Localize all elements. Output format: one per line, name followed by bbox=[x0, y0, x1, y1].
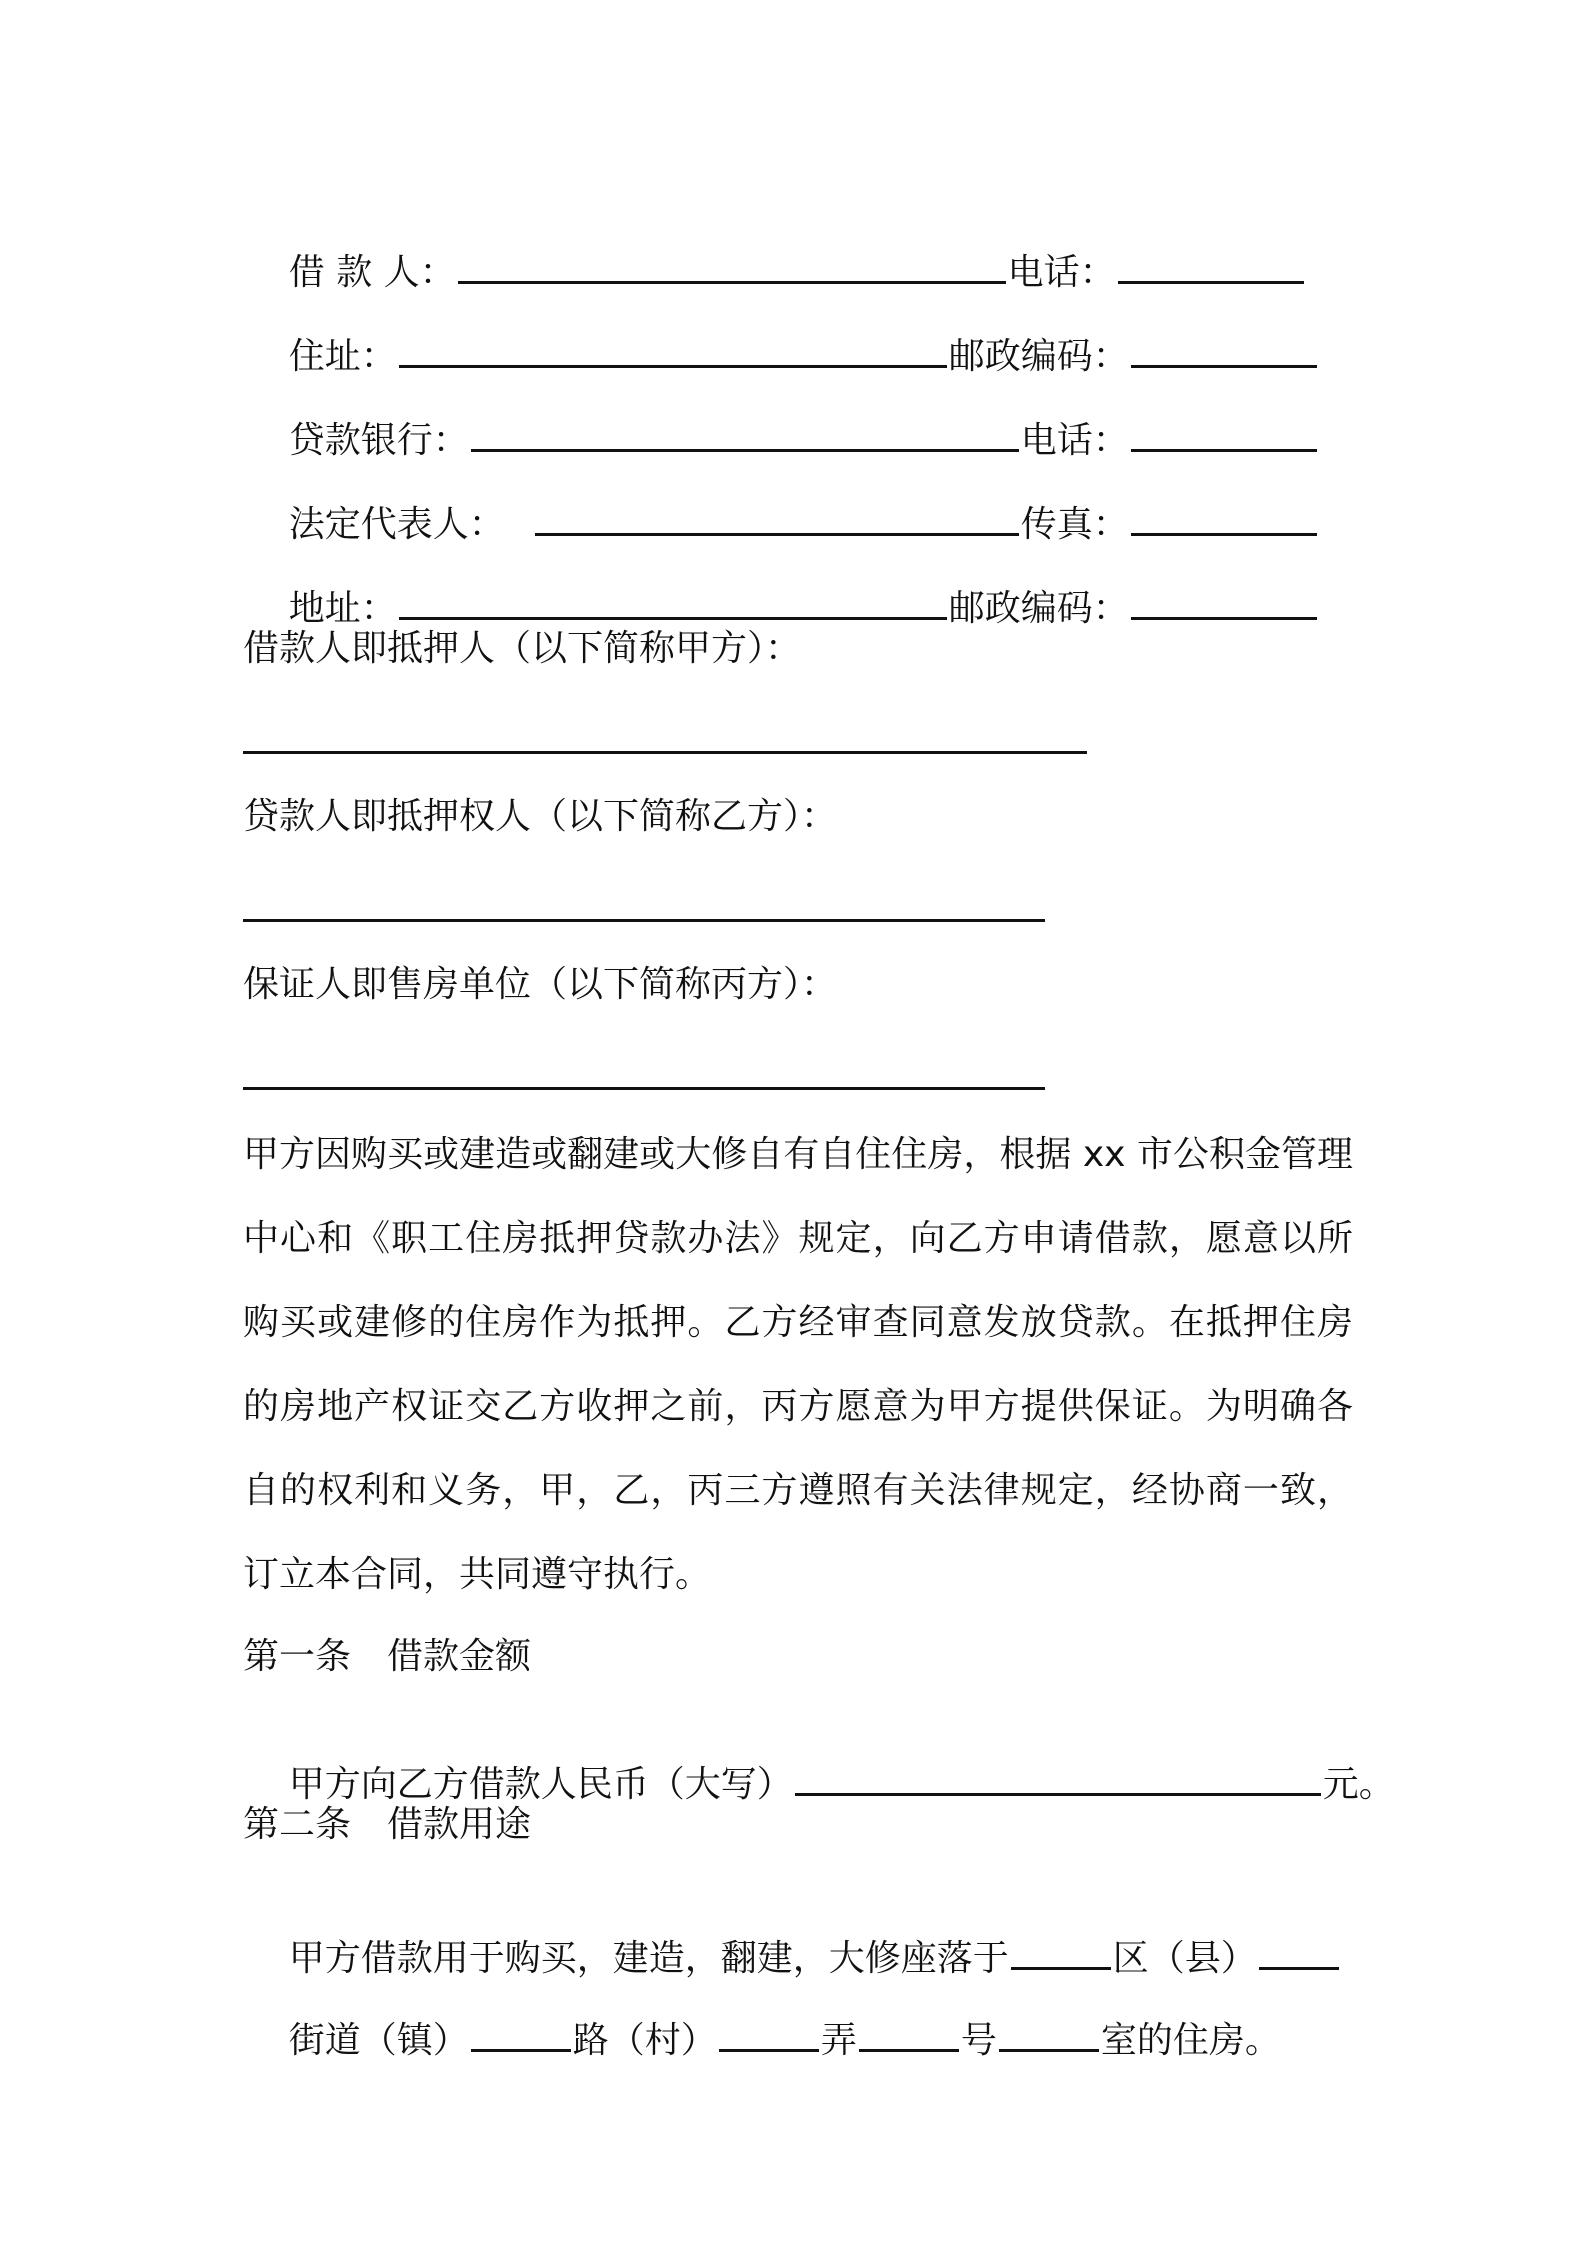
lender-bank-blank[interactable] bbox=[471, 419, 1019, 452]
street-label: 街道（镇） bbox=[288, 2020, 469, 2061]
address-blank[interactable] bbox=[399, 587, 947, 620]
lane-label: 弄 bbox=[820, 2020, 857, 2061]
party-a-blank[interactable] bbox=[243, 751, 1087, 754]
borrower-blank[interactable] bbox=[458, 251, 1006, 284]
article-2-line-2 bbox=[243, 1975, 1281, 2107]
number-blank[interactable] bbox=[859, 2019, 959, 2052]
legal-rep-label: 法定代表人： bbox=[288, 504, 505, 545]
fax-label: 传真： bbox=[1020, 504, 1129, 545]
postcode-blank[interactable] bbox=[1131, 587, 1317, 620]
postcode-label: 邮政编码： bbox=[948, 588, 1129, 629]
street-blank[interactable] bbox=[1259, 1937, 1339, 1970]
article-2-title: 第二条 借款用途 bbox=[243, 1804, 532, 1845]
room-blank[interactable] bbox=[999, 2019, 1099, 2052]
party-c-label: 保证人即售房单位（以下简称丙方）： bbox=[243, 964, 838, 1005]
article-2-text: 甲方借款用于购买，建造，翻建，大修座落于 bbox=[288, 1938, 1009, 1979]
article-1-title: 第一条 借款金额 bbox=[243, 1636, 532, 1677]
fax-blank[interactable] bbox=[1131, 503, 1317, 536]
number-label: 号 bbox=[960, 2020, 997, 2061]
borrower-label: 借 款 人： bbox=[288, 252, 456, 293]
lane-blank[interactable] bbox=[719, 2019, 819, 2052]
address-label: 住址： bbox=[288, 336, 397, 377]
article-1-text: 甲方向乙方借款人民币（大写） bbox=[288, 1764, 793, 1805]
district-blank[interactable] bbox=[1011, 1937, 1111, 1970]
article-1-unit: 元。 bbox=[1322, 1764, 1395, 1805]
phone-label: 电话： bbox=[1007, 252, 1116, 293]
room-label: 室的住房。 bbox=[1100, 2020, 1281, 2061]
party-b-label: 贷款人即抵押权人（以下简称乙方）： bbox=[243, 796, 838, 837]
party-b-blank[interactable] bbox=[243, 919, 1045, 922]
phone-label: 电话： bbox=[1020, 420, 1129, 461]
address-blank[interactable] bbox=[399, 335, 947, 368]
lender-bank-label: 贷款银行： bbox=[288, 420, 469, 461]
loan-amount-blank[interactable] bbox=[795, 1763, 1321, 1796]
phone-blank[interactable] bbox=[1131, 419, 1317, 452]
party-a-label: 借款人即抵押人（以下简称甲方）： bbox=[243, 628, 802, 669]
postcode-label: 邮政编码： bbox=[948, 336, 1129, 377]
phone-blank[interactable] bbox=[1118, 251, 1304, 284]
party-c-blank[interactable] bbox=[243, 1087, 1045, 1090]
preamble-paragraph: 甲方因购买或建造或翻建或大修自有自住住房，根据 xx 市公积金管理中心和《职工住房抵押贷款办法》规定，向乙方申请借款，愿意以所购买或建修的住房作为抵押。乙方经审查同意发放贷款。在抵押住房的房地产权证交乙方收押之前，丙方愿意为甲方提供保证。为明确各自的权利和义务，甲，乙，丙三方遵照有关法律规定，经协商一致，订立本合同，共同遵守执行。 bbox=[243, 1134, 1353, 1595]
road-blank[interactable] bbox=[471, 2019, 571, 2052]
legal-rep-blank[interactable] bbox=[535, 503, 1019, 536]
postcode-blank[interactable] bbox=[1131, 335, 1317, 368]
address-label: 地址： bbox=[288, 588, 397, 629]
road-label: 路（村） bbox=[572, 2020, 717, 2061]
article-2-district-label: 区（县） bbox=[1112, 1938, 1257, 1979]
